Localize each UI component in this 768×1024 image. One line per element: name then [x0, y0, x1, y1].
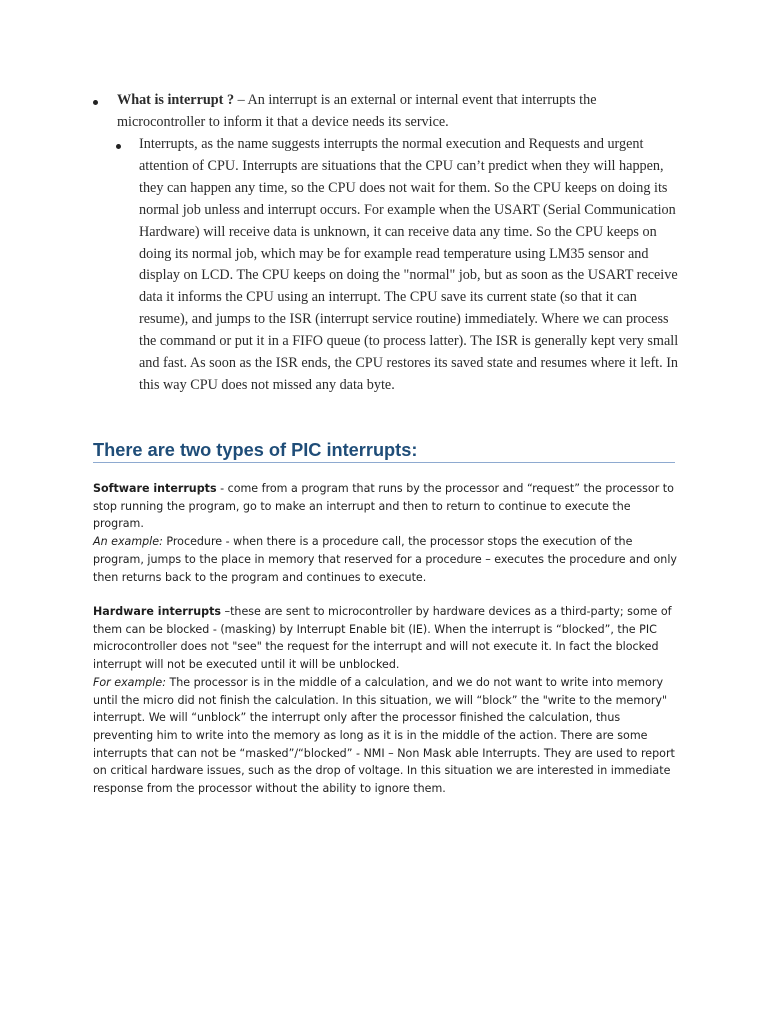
question-label: What is interrupt ?: [117, 92, 235, 108]
software-example: [93, 533, 683, 586]
hardware-interrupts-section: [93, 603, 683, 798]
hardware-example: [93, 674, 683, 798]
intro-bullet: [117, 90, 677, 134]
bullet-icon: [93, 100, 98, 105]
hardware-definition: [93, 603, 683, 674]
section-heading: There are two types of PIC interrupts:: [93, 440, 418, 460]
sub-bullet-icon: [116, 144, 121, 149]
hardware-example-label: For example:: [93, 675, 166, 689]
software-definition: [93, 480, 683, 533]
hardware-definition-text: –these are sent to microcontroller by hardware devices as a third-party; some of them can be blocked - (masking) by Interrupt Enable bit (IE). When the interrupt is “blocked”, the PIC microcontroller does not "see" the request for the interrupt and will not execute it. In fact the blocked interrupt will not be executed until it will be unblocked.: [93, 605, 672, 672]
question-text: – An interrupt is an external or internal event that interrupts the microcontroller to inform it that a device needs its service.: [117, 92, 597, 130]
hardware-example-text: The processor is in the middle of a calculation, and we do not want to write into memory until the micro did not finish the calculation. In this situation, we will “block” the "write to the memory" interrupt. We will “unblock” the interrupt only after the processor finished the calculation, thus preventing him to write into the memory as long as it is in the middle of the action. There are some interrupts that can not be “masked”/“blocked” - NMI – Non Mask able Interrupts. They are used to report on critical hardware issues, such as the drop of voltage. In this situation we are interested in immediate response from the processor without the ability to ignore them.: [93, 675, 675, 796]
interrupt-detail: Interrupts, as the name suggests interrupts the normal execution and Requests and urgent attention of CPU. Interrupts are situations that the CPU can’t predict when they will happen, they can happen any time, so the CPU does not wait for them. So the CPU keeps on doing its normal job unless and interrupt occurs. For example when the USART (Serial Communication Hardware) will receive data is unknown, it can receive data any time. So the CPU keeps on doing its normal job, which may be for example read temperature using LM35 sensor and display on LCD. The CPU keeps on doing the "normal" job, but as soon as the USART receive data it informs the CPU using an interrupt. The CPU save its current state (so that it can resume), and jumps to the ISR (interrupt service routine) immediately. Where we can process the command or put it in a FIFO queue (to process latter). The ISR is generally kept very small and fast. As soon as the ISR ends, the CPU restores its saved state and resumes where it left. In this way CPU does not missed any data byte.: [139, 136, 679, 393]
software-example-text: Procedure - when there is a procedure call, the processor stops the execution of the program, jumps to the place in memory that reserved for a procedure – executes the procedure and only then returns back to the program and continues to execute.: [93, 535, 677, 584]
software-definition-text: - come from a program that runs by the processor and “request” the processor to stop running the program, go to make an interrupt and then to return to continue to execute the program.: [93, 482, 674, 531]
hardware-term: Hardware interrupts: [93, 605, 221, 618]
heading-divider: [93, 462, 675, 463]
software-example-label: An example:: [93, 535, 163, 549]
software-term: Software interrupts: [93, 482, 217, 495]
software-interrupts-section: [93, 480, 683, 586]
